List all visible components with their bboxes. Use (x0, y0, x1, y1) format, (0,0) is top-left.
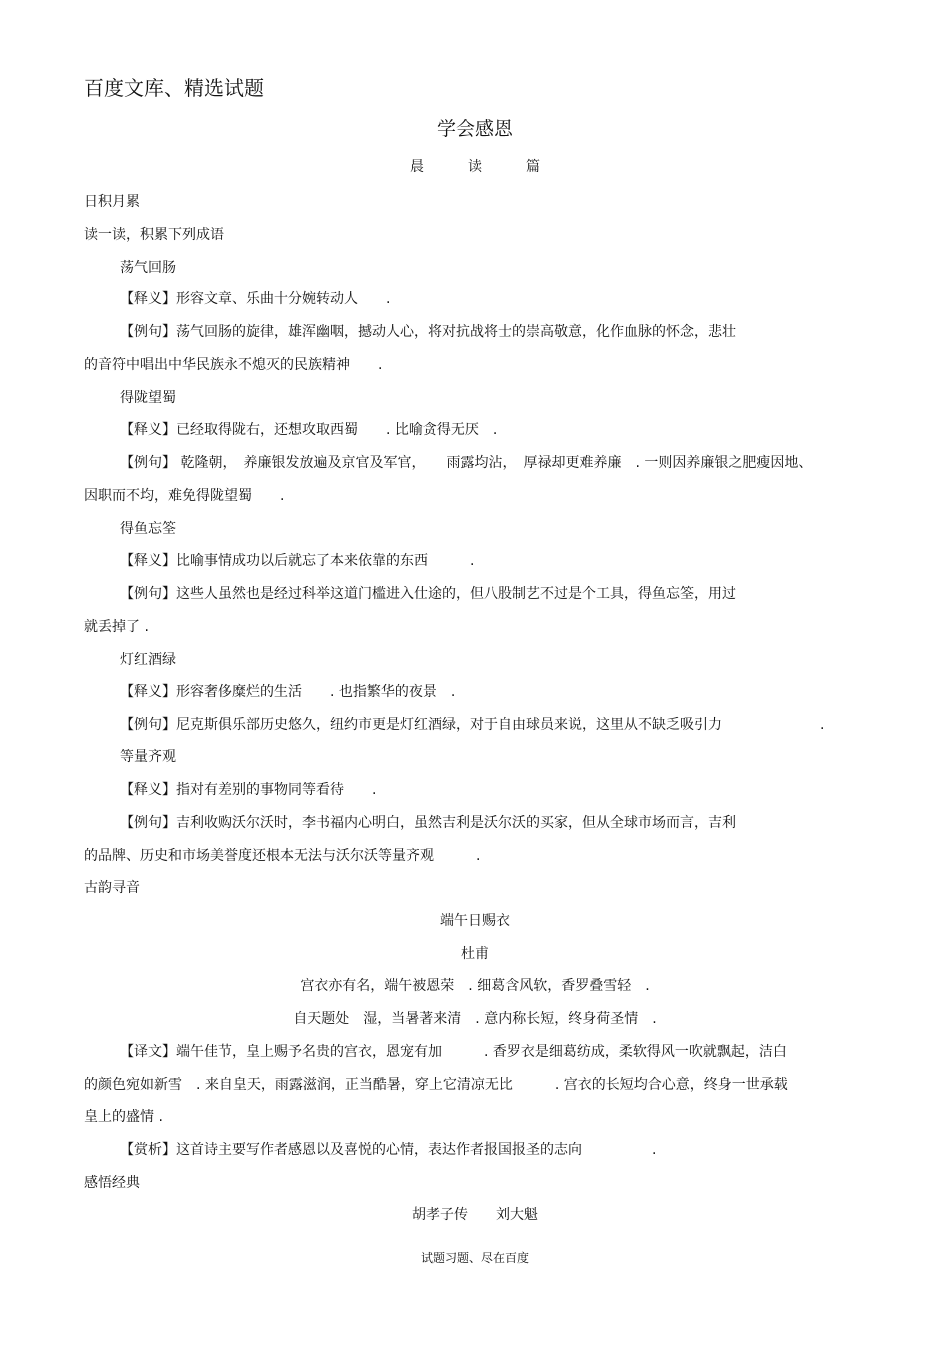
classic-title: 胡孝子传 刘大魁 (412, 1207, 538, 1223)
idiom-meaning: 【释义】比喻事情成功以后就忘了本来依靠的东西 . (120, 553, 475, 569)
subtitle-char: 读 (468, 159, 482, 175)
subtitle (0, 157, 950, 177)
page-header: 百度文库、精选试题 (84, 76, 264, 100)
idiom-word: 得鱼忘筌 (120, 521, 176, 537)
idiom-word: 荡气回肠 (120, 260, 176, 276)
idiom-example: 【例句】这些人虽然也是经过科举这道门槛进入仕途的，但八股制艺不过是个工具，得鱼忘筌，用过 (120, 586, 736, 602)
poem-translation: 【译文】端午佳节，皇上赐予名贵的宫衣，恩宠有加 . 香罗衣是细葛纺成，柔软得风一吹就飘起，洁白 (120, 1044, 787, 1060)
poem-line: 自天题处 湿，当暑著来清 . 意内称长短，终身荷圣情 . (293, 1011, 657, 1027)
poem-appreciation: 【赏析】这首诗主要写作者感恩以及喜悦的心情，表达作者报国报圣的志向 . (120, 1142, 657, 1158)
subtitle-char: 晨 (410, 159, 424, 175)
poem-line: 宫衣亦有名，端午被恩荣 . 细葛含风软，香罗叠雪轻 . (300, 978, 650, 994)
idiom-example: 【例句】尼克斯俱乐部历史悠久，纽约市更是灯红酒绿，对于自由球员来说，这里从不缺乏吸引力 . (120, 717, 825, 733)
idiom-word: 得陇望蜀 (120, 390, 176, 406)
section-heading: 感悟经典 (84, 1175, 140, 1191)
page-footer: 试题习题、尽在百度 (420, 1251, 529, 1265)
idiom-meaning: 【释义】已经取得陇右，还想攻取西蜀 . 比喻贪得无厌 . (120, 422, 498, 438)
section-intro: 读一读，积累下列成语 (84, 227, 224, 243)
idiom-word: 等量齐观 (120, 749, 176, 765)
poem-author: 杜甫 (461, 946, 489, 962)
idiom-example-cont: 的音符中唱出中华民族永不熄灭的民族精神 . (84, 357, 383, 373)
section-heading: 日积月累 (84, 194, 140, 210)
poem-title: 端午日赐衣 (440, 913, 510, 929)
article-title: 学会感恩 (436, 118, 513, 140)
idiom-meaning: 【释义】形容文章、乐曲十分婉转动人 . (120, 291, 391, 307)
idiom-word: 灯红酒绿 (120, 652, 176, 668)
idiom-example-cont: 的品牌、历史和市场美誉度还根本无法与沃尔沃等量齐观 . (84, 848, 481, 864)
idiom-example-cont: 就丢掉了 . (84, 619, 149, 635)
poem-translation-cont: 皇上的盛情 . (84, 1109, 163, 1125)
idiom-example: 【例句】 乾隆朝， 养廉银发放遍及京官及军官， 雨露均沾， 厚禄却更难养廉 . 一则因养廉银之肥瘦因地、 (120, 455, 813, 471)
idiom-meaning: 【释义】形容奢侈糜烂的生活 . 也指繁华的夜景 . (120, 684, 456, 700)
poem-translation-cont: 的颜色宛如新雪 . 来自皇天，雨露滋润，正当酷暑，穿上它清凉无比 . 宫衣的长短均合心意，终身一世承载 (84, 1077, 788, 1093)
idiom-example: 【例句】吉利收购沃尔沃时，李书福内心明白，虽然吉利是沃尔沃的买家，但从全球市场而言，吉利 (120, 815, 736, 831)
idiom-meaning: 【释义】指对有差别的事物同等看待 . (120, 782, 377, 798)
section-heading: 古韵寻音 (84, 880, 140, 896)
subtitle-char: 篇 (526, 159, 540, 175)
idiom-example: 【例句】荡气回肠的旋律，雄浑幽咽，撼动人心，将对抗战将士的崇高敬意，化作血脉的怀念，悲壮 (120, 324, 736, 340)
idiom-example-cont: 因职而不均，难免得陇望蜀 . (84, 488, 285, 504)
